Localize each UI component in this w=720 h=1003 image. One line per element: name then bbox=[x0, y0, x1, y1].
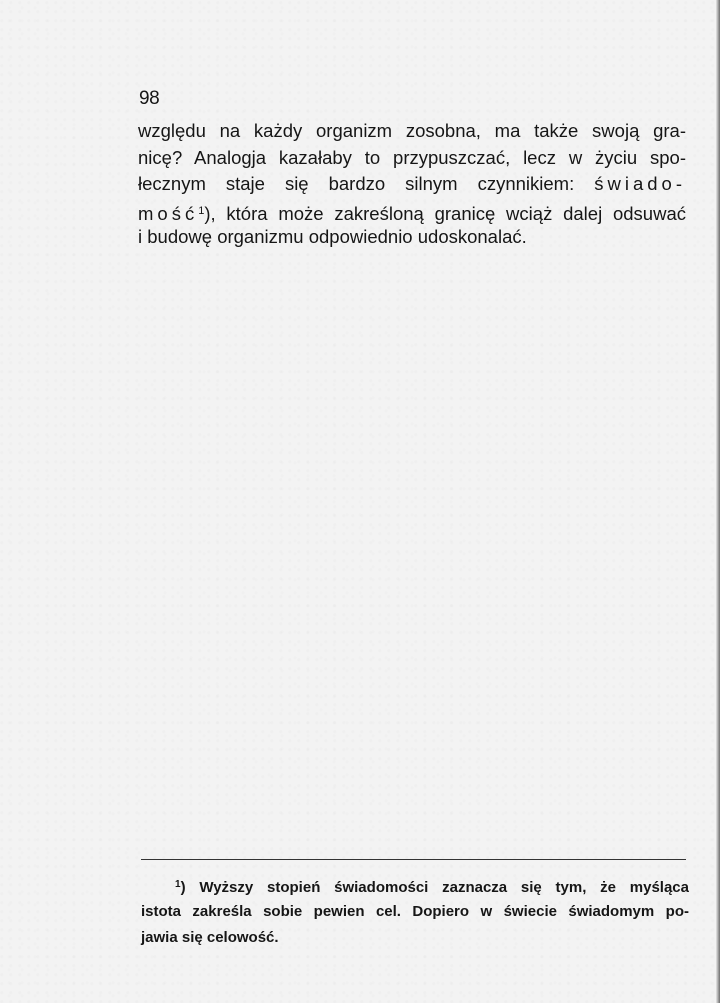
main-paragraph bbox=[138, 118, 686, 251]
paragraph-line-1: względu na każdy organizm zosobna, ma także swoją gra- bbox=[138, 120, 686, 141]
page-number: 98 bbox=[139, 88, 160, 109]
paragraph-line-2: nicę? Analogja kazałaby to przypuszczać, lecz w życiu spo- bbox=[138, 146, 686, 168]
footnote-line-1 bbox=[141, 874, 689, 901]
emphasized-word-start: świado- bbox=[594, 173, 686, 194]
emphasized-word-end: mość bbox=[138, 202, 199, 224]
paragraph-line-3-text: łecznym staje się bardzo silnym czynnikiem: bbox=[138, 173, 575, 194]
paragraph-line-4 bbox=[138, 198, 686, 225]
paragraph-line-5: i budowę organizmu odpowiednio udoskonalać. bbox=[138, 226, 527, 247]
footnote-reference: 1 bbox=[198, 204, 205, 217]
footnote-marker: 1 bbox=[175, 879, 181, 890]
footnote-line-2: istota zakreśla sobie pewien cel. Dopiero w świecie świadomym po- bbox=[141, 902, 689, 920]
footnote bbox=[141, 874, 689, 948]
paragraph-line-3 bbox=[138, 171, 686, 198]
footnote-line-1-text: ) Wyższy stopień świadomości zaznacza się tym, że myśląca bbox=[180, 879, 689, 896]
footnote-separator bbox=[141, 859, 686, 860]
footnote-line-3: jawia się celowość. bbox=[141, 929, 279, 946]
paragraph-line-4-text: ), która może zakreśloną granicę wciąż dalej odsuwać bbox=[204, 202, 686, 224]
page-edge-shadow bbox=[716, 0, 720, 1003]
